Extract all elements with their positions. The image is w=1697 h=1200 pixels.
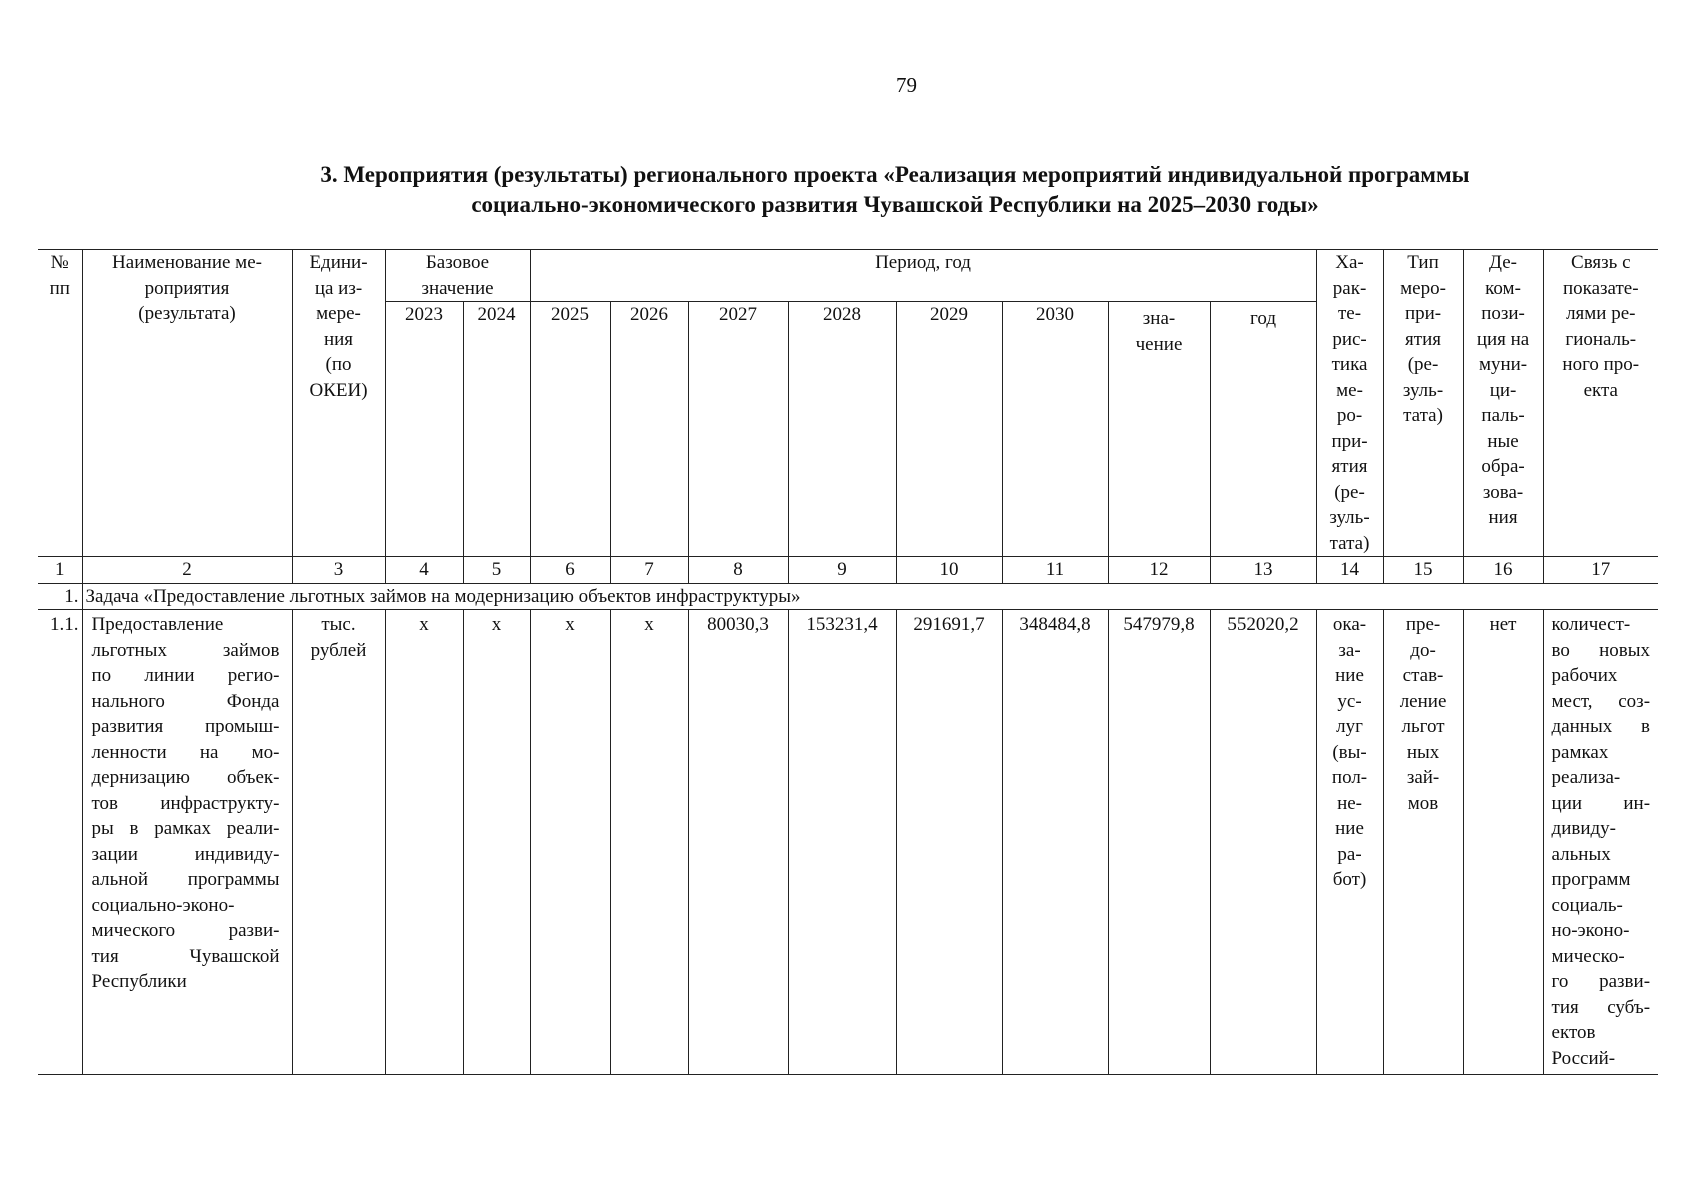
column-number: 3 [292, 557, 385, 584]
column-number: 10 [896, 557, 1002, 584]
table-row [38, 610, 1658, 1075]
header-base: Базовое значение [385, 250, 530, 302]
column-number: 7 [610, 557, 688, 584]
column-number: 2 [82, 557, 292, 584]
year-2023: 2023 [385, 302, 463, 557]
column-number: 13 [1210, 557, 1316, 584]
unit-cell: тыс. рублей [292, 610, 385, 1075]
column-number: 5 [463, 557, 530, 584]
page-number: 79 [896, 73, 917, 97]
year-2024: 2024 [463, 302, 530, 557]
header-type: Тип меро- при- ятия (ре- зуль- тата) [1383, 250, 1463, 557]
value-2027: 291691,7 [896, 610, 1002, 1075]
header-decomposition: Де- ком- пози- ция на муни- ци- паль- ные обра- зова- ния [1463, 250, 1543, 557]
header-link: Связь с показате- лями ре- гиональ- ного про- екта [1543, 250, 1658, 557]
measure-name: Предоставление льготных займов по линии регио- нального Фонда развития промыш- ленности на мо- дернизацию объек- тов инфраструкту- ры в рамках реали- зации индивиду- альной программы социально-эконо- мического разви- тия Чувашской Республики [82, 610, 292, 1075]
base-year-subheader: год [1210, 302, 1316, 557]
value-2028: 348484,8 [1002, 610, 1108, 1075]
link-cell: количест- во новых рабочих мест, соз- данных в рамках реализа- ции ин- дивиду- альных программ социаль- но-эконо- мическо- го разви- тия субъ- ектов Россий- [1543, 610, 1658, 1075]
column-numbers-row [38, 557, 1658, 584]
type-cell: пре- до- став- ление льгот ных зай- мов [1383, 610, 1463, 1075]
row-number: 1.1. [38, 610, 82, 1075]
column-number: 1 [38, 557, 82, 584]
column-number: 9 [788, 557, 896, 584]
task-text: Задача «Предоставление льготных займов на модернизацию объектов инфраструктуры» [82, 583, 1658, 610]
value-2026: 153231,4 [788, 610, 896, 1075]
value-2024: х [610, 610, 688, 1075]
header-num: № пп [38, 250, 82, 557]
column-number: 8 [688, 557, 788, 584]
measures-table [38, 249, 1658, 1075]
task-number: 1. [38, 583, 82, 610]
year-2029: 2029 [896, 302, 1002, 557]
year-2028: 2028 [788, 302, 896, 557]
decomposition-cell: нет [1463, 610, 1543, 1075]
column-number: 15 [1383, 557, 1463, 584]
column-number: 4 [385, 557, 463, 584]
characteristic-cell: ока- за- ние ус- луг (вы- пол- не- ние ра- бот) [1316, 610, 1383, 1075]
column-number: 14 [1316, 557, 1383, 584]
year-2025: 2025 [530, 302, 610, 557]
base-value-cell: х [385, 610, 463, 1075]
column-number: 11 [1002, 557, 1108, 584]
title-line-2: социально-экономического развития Чувашской Республики на 2025–2030 годы» [471, 192, 1319, 217]
header-characteristic: Ха- рак- те- рис- тика ме- ро- при- ятия (ре- зуль- тата) [1316, 250, 1383, 557]
year-2027: 2027 [688, 302, 788, 557]
value-2030: 552020,2 [1210, 610, 1316, 1075]
column-number: 6 [530, 557, 610, 584]
value-2025: 80030,3 [688, 610, 788, 1075]
column-number: 12 [1108, 557, 1210, 584]
column-number: 16 [1463, 557, 1543, 584]
value-2023: х [530, 610, 610, 1075]
base-year-cell: х [463, 610, 530, 1075]
document-title [235, 160, 1555, 220]
header-name: Наименование ме- роприятия (результата) [82, 250, 292, 557]
title-line-1: 3. Мероприятия (результаты) регионального проекта «Реализация мероприятий индивидуальной программы [320, 162, 1470, 187]
value-2029: 547979,8 [1108, 610, 1210, 1075]
header-period: Период, год [530, 250, 1316, 302]
base-value-subheader: зна- чение [1108, 302, 1210, 557]
year-2026: 2026 [610, 302, 688, 557]
task-row [38, 583, 1658, 610]
column-number: 17 [1543, 557, 1658, 584]
header-unit: Едини- ца из- мере- ния (по ОКЕИ) [292, 250, 385, 557]
year-2030: 2030 [1002, 302, 1108, 557]
